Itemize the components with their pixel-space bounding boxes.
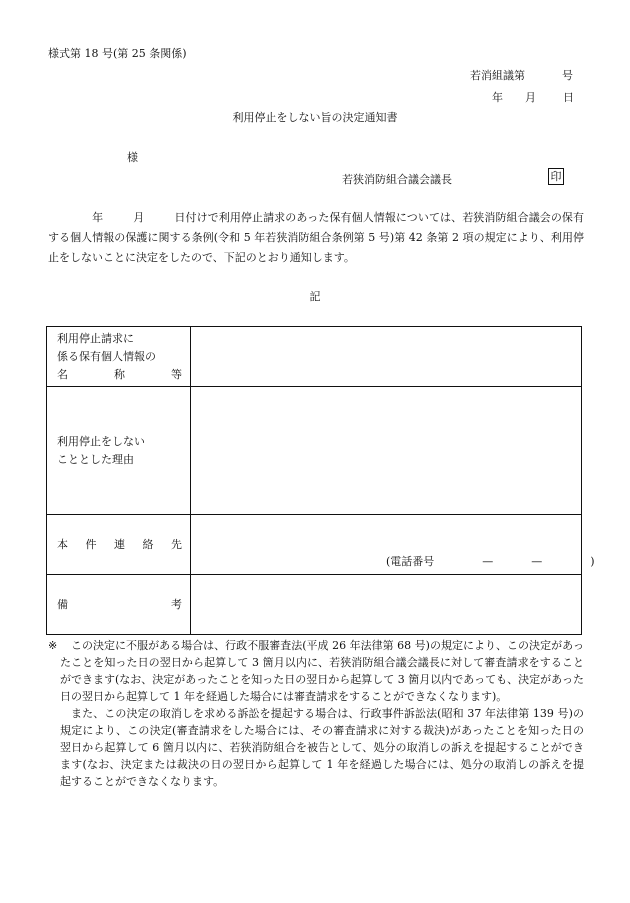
issuer-name: 若狭消防組合議会議長: [342, 173, 452, 186]
label-text: 利用停止をしない: [57, 434, 145, 448]
notice-body: [48, 208, 584, 268]
label-line: [57, 366, 182, 384]
label-remarks: [47, 575, 191, 635]
label-char: 連: [114, 537, 125, 551]
phone-dash-1: —: [482, 554, 494, 568]
date-month: 月: [525, 91, 536, 104]
table-row-reason: [47, 387, 582, 515]
label-line: [57, 596, 182, 614]
document-title: 利用停止をしない旨の決定通知書: [232, 111, 398, 124]
details-table: [46, 326, 595, 635]
label-char: 件: [85, 537, 97, 551]
value-remarks[interactable]: [191, 575, 582, 635]
phone-number-line: [386, 554, 595, 571]
label-contact: [47, 515, 191, 575]
table-row-remarks: [47, 575, 582, 635]
seal-stamp: 印: [548, 168, 564, 185]
label-char: 称: [114, 367, 125, 381]
label-char: 先: [171, 537, 182, 551]
note-paragraph-2: また、この決定の取消しを求める訴訟を提起する場合は、行政事件訴訟法(昭和 37 年法律第 139 号)の規定により、この決定(審査請求をした場合には、その審査請求に対する裁決)があったことを知った日の翌日から起算して 6 箇月以内に、若狭消防組合を被告として、処分の取消しの訴えを提起することができます(なお、決定または裁決の日の翌日から起算して 1 年を経過した場合には、処分の取消しの訴えを提起することができなくなります。: [60, 707, 584, 788]
phone-close: ): [590, 554, 595, 568]
value-reason[interactable]: [191, 387, 582, 515]
label-char: 備: [57, 597, 68, 611]
label-char: 等: [171, 367, 182, 381]
date-year: 年: [492, 91, 503, 104]
body-month: 月: [133, 211, 145, 224]
date-day: 日: [563, 91, 574, 104]
label-text: こととした理由: [57, 452, 134, 466]
table-row-contact: [47, 515, 582, 575]
phone-open: (電話番号: [386, 554, 435, 568]
label-line: [57, 451, 182, 469]
note-mark: ※: [48, 639, 58, 652]
addressee-suffix: 様: [127, 151, 138, 164]
body-text: 日付けで利用停止請求のあった保有個人情報については、若狭消防組合議会の保有する個人情報の保護に関する条例(令和 5 年若狭消防組合条例第 5 号)第 42 条第 2 項の規定により、利用停止をしないことに決定をしたので、下記のとおり通知します。: [48, 211, 585, 264]
document-number-suffix: 号: [562, 69, 573, 82]
label-line: [57, 330, 182, 348]
label-line: [57, 433, 182, 451]
table-row-target-info: [47, 327, 582, 387]
phone-dash-2: —: [531, 554, 543, 568]
appeal-notice: [48, 637, 584, 790]
label-line: [57, 536, 182, 554]
ki-heading: 記: [309, 290, 321, 303]
body-year: 年: [92, 211, 104, 224]
form-number: 様式第 18 号(第 25 条関係): [48, 47, 187, 60]
label-text: 利用停止請求に: [57, 331, 134, 345]
label-line: [57, 348, 182, 366]
label-reason: [47, 387, 191, 515]
value-contact[interactable]: [191, 515, 595, 575]
value-target-info[interactable]: [191, 327, 582, 387]
label-text: 係る保有個人情報の: [57, 349, 156, 363]
document-number-label: 若消組議第: [470, 69, 525, 82]
note-paragraph-1: この決定に不服がある場合は、行政不服審査法(平成 26 年法律第 68 号)の規定により、この決定があったことを知った日の翌日から起算して 3 箇月以内に、若狭消防組合議会議長に対して審査請求をすることができます(なお、決定があったことを知った日の翌日から起算して 3 箇月以内であっても、決定があった日の翌日から起算して 1 年を経過した場合には審査請求をすることができなくなります)。: [60, 639, 584, 703]
label-char: 名: [57, 367, 68, 381]
label-char: 考: [171, 597, 182, 611]
label-char: 本: [57, 537, 68, 551]
label-char: 絡: [142, 537, 154, 551]
label-target-info: [47, 327, 191, 387]
